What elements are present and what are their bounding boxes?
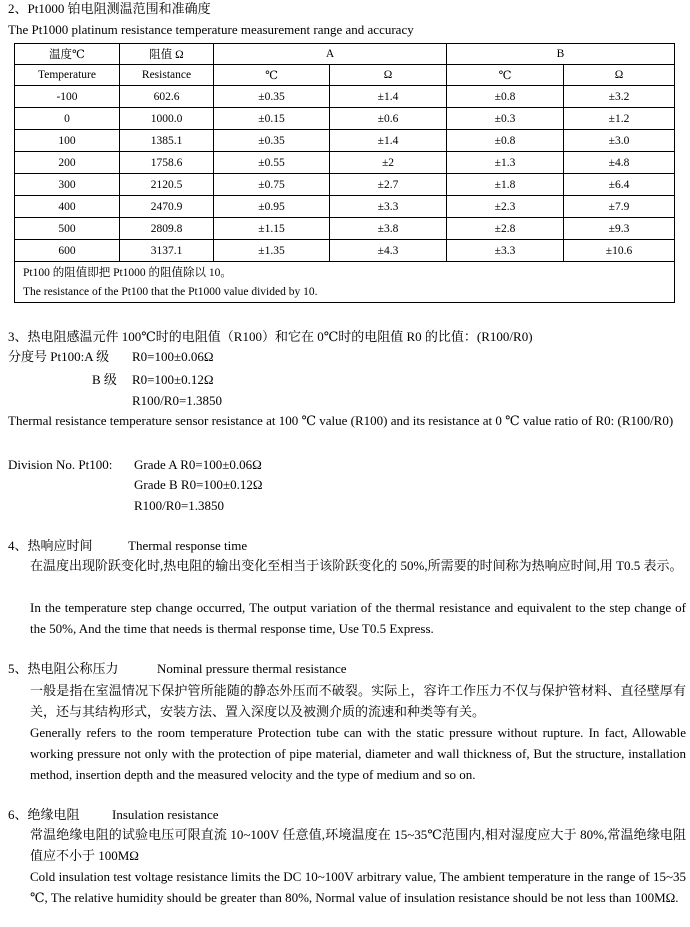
section3-grade-b-en: Grade B R0=100±0.12Ω (134, 477, 263, 492)
cell-b-ohm: ±9.3 (564, 218, 675, 240)
section3-grade-b-label-cn: B 级 (92, 372, 117, 387)
table-row (15, 130, 675, 152)
section5-title-cn: 5、热电阻公称压力 (8, 661, 119, 676)
section3-division-en: Division No. Pt100: (8, 457, 113, 472)
header-res-cn: 阻值 Ω (120, 44, 214, 65)
cell-b-c: ±0.3 (447, 108, 564, 130)
section2-title-en: The Pt1000 platinum resistance temperature measurement range and accuracy (8, 22, 414, 37)
section6-title-en: Insulation resistance (112, 807, 219, 822)
cell-a-c: ±0.75 (214, 174, 330, 196)
cell-resistance: 2470.9 (120, 196, 214, 218)
accuracy-table (14, 43, 675, 303)
header-temp-cn: 温度℃ (15, 44, 120, 65)
section3-grade-a-en: Grade A R0=100±0.06Ω (134, 457, 262, 472)
cell-a-c: ±0.55 (214, 152, 330, 174)
cell-resistance: 2809.8 (120, 218, 214, 240)
cell-temp: -100 (15, 86, 120, 108)
header-group-a: A (214, 44, 447, 65)
cell-b-ohm: ±4.8 (564, 152, 675, 174)
cell-temp: 200 (15, 152, 120, 174)
header-temp-en: Temperature (15, 65, 120, 86)
cell-a-c: ±0.15 (214, 108, 330, 130)
section3-division-cn: 分度号 Pt100:A 级 (8, 349, 110, 364)
section6-paragraph-en: Cold insulation test voltage resistance limits the DC 10~100V arbitrary value, The ambient temperature in the range of 15~35 ℃, The relative humidity should be greater than 80%, Normal value of insulation resistance should be not less than 100MΩ. (30, 869, 686, 905)
cell-resistance: 1385.1 (120, 130, 214, 152)
cell-b-c: ±0.8 (447, 130, 564, 152)
section3-paragraph-en: Thermal resistance temperature sensor resistance at 100 ℃ value (R100) and its resistance at 0 ℃ value ratio of R0: (R100/R0) (8, 413, 674, 428)
cell-a-ohm: ±2.7 (330, 174, 447, 196)
cell-b-c: ±2.3 (447, 196, 564, 218)
table-row (15, 152, 675, 174)
section4-paragraph-cn: 在温度出现阶跃变化时,热电阻的输出变化至相当于该阶跃变化的 50%,所需要的时间称为热响应时间,用 T0.5 表示。 (30, 558, 683, 573)
cell-a-ohm: ±4.3 (330, 240, 447, 262)
cell-temp: 300 (15, 174, 120, 196)
cell-a-ohm: ±0.6 (330, 108, 447, 130)
header-b-unit-ohm: Ω (564, 65, 675, 86)
cell-temp: 500 (15, 218, 120, 240)
section4-paragraph-en: In the temperature step change occurred, The output variation of the thermal resistance and equivalent to the step change of the 50%, And the time that needs is thermal response time, Use T0.5 Express. (30, 600, 686, 636)
cell-a-ohm: ±3.8 (330, 218, 447, 240)
cell-resistance: 3137.1 (120, 240, 214, 262)
cell-a-ohm: ±1.4 (330, 86, 447, 108)
cell-temp: 100 (15, 130, 120, 152)
cell-a-c: ±0.35 (214, 86, 330, 108)
cell-a-ohm: ±2 (330, 152, 447, 174)
cell-resistance: 1758.6 (120, 152, 214, 174)
cell-a-c: ±1.15 (214, 218, 330, 240)
cell-resistance: 2120.5 (120, 174, 214, 196)
table-row (15, 218, 675, 240)
table-row (15, 174, 675, 196)
section3-ratio-cn: R100/R0=1.3850 (132, 393, 223, 408)
section4-title-cn: 4、热响应时间 (8, 538, 93, 553)
header-res-en: Resistance (120, 65, 214, 86)
section6-paragraph-cn: 常温绝缘电阻的试验电压可限直流 10~100V 任意值,环境温度在 15~35℃范围内,相对湿度应大于 80%,常温绝缘电阻值应不小于 100MΩ (30, 827, 686, 863)
section2-title-cn: 2、Pt1000 铂电阻测温范围和准确度 (8, 1, 211, 16)
table-note-en: The resistance of the Pt100 that the Pt1000 value divided by 10. (15, 282, 675, 303)
cell-temp: 600 (15, 240, 120, 262)
cell-a-c: ±0.35 (214, 130, 330, 152)
cell-temp: 0 (15, 108, 120, 130)
cell-b-ohm: ±6.4 (564, 174, 675, 196)
cell-a-ohm: ±1.4 (330, 130, 447, 152)
section3-ratio-en: R100/R0=1.3850 (134, 498, 225, 513)
cell-b-c: ±0.8 (447, 86, 564, 108)
table-row (15, 196, 675, 218)
cell-a-c: ±1.35 (214, 240, 330, 262)
cell-temp: 400 (15, 196, 120, 218)
section5-title-en: Nominal pressure thermal resistance (157, 661, 347, 676)
section3-grade-b-cn: R0=100±0.12Ω (132, 372, 214, 387)
header-a-unit-ohm: Ω (330, 65, 447, 86)
table-row (15, 108, 675, 130)
section4-title-en: Thermal response time (128, 538, 248, 553)
section5-paragraph-cn: 一般是指在室温情况下保护管所能随的静态外压而不破裂。实际上，容许工作压力不仅与保护管材料、直径壁厚有关，还与其结构形式，安装方法、置入深度以及被测介质的流速和种类等有关。 (30, 683, 686, 719)
cell-b-c: ±3.3 (447, 240, 564, 262)
cell-b-ohm: ±3.0 (564, 130, 675, 152)
cell-a-c: ±0.95 (214, 196, 330, 218)
cell-b-ohm: ±3.2 (564, 86, 675, 108)
table-row (15, 86, 675, 108)
section6-title-cn: 6、绝缘电阻 (8, 807, 80, 822)
cell-b-c: ±2.8 (447, 218, 564, 240)
section3-grade-a-cn: R0=100±0.06Ω (132, 349, 214, 364)
cell-b-c: ±1.8 (447, 174, 564, 196)
cell-b-ohm: ±7.9 (564, 196, 675, 218)
section5-paragraph-en: Generally refers to the room temperature Protection tube can with the static pressure without rupture. In fact, Allowable working pressure not only with the protection of pipe material, diameter and wall thickness of, But the structure, installation method, insertion depth and the measured velocity and the type of medium and so on. (30, 725, 686, 782)
table-note-cn: Pt100 的阻值即把 Pt1000 的阻值除以 10。 (15, 262, 675, 283)
header-a-unit-c: ℃ (214, 65, 330, 86)
cell-b-c: ±1.3 (447, 152, 564, 174)
cell-resistance: 602.6 (120, 86, 214, 108)
section3-title-cn: 3、热电阻感温元件 100℃时的电阻值（R100）和它在 0℃时的电阻值 R0 的比值：(R100/R0) (8, 329, 533, 344)
header-b-unit-c: ℃ (447, 65, 564, 86)
table-row (15, 240, 675, 262)
cell-resistance: 1000.0 (120, 108, 214, 130)
cell-b-ohm: ±10.6 (564, 240, 675, 262)
cell-b-ohm: ±1.2 (564, 108, 675, 130)
cell-a-ohm: ±3.3 (330, 196, 447, 218)
header-group-b: B (447, 44, 675, 65)
